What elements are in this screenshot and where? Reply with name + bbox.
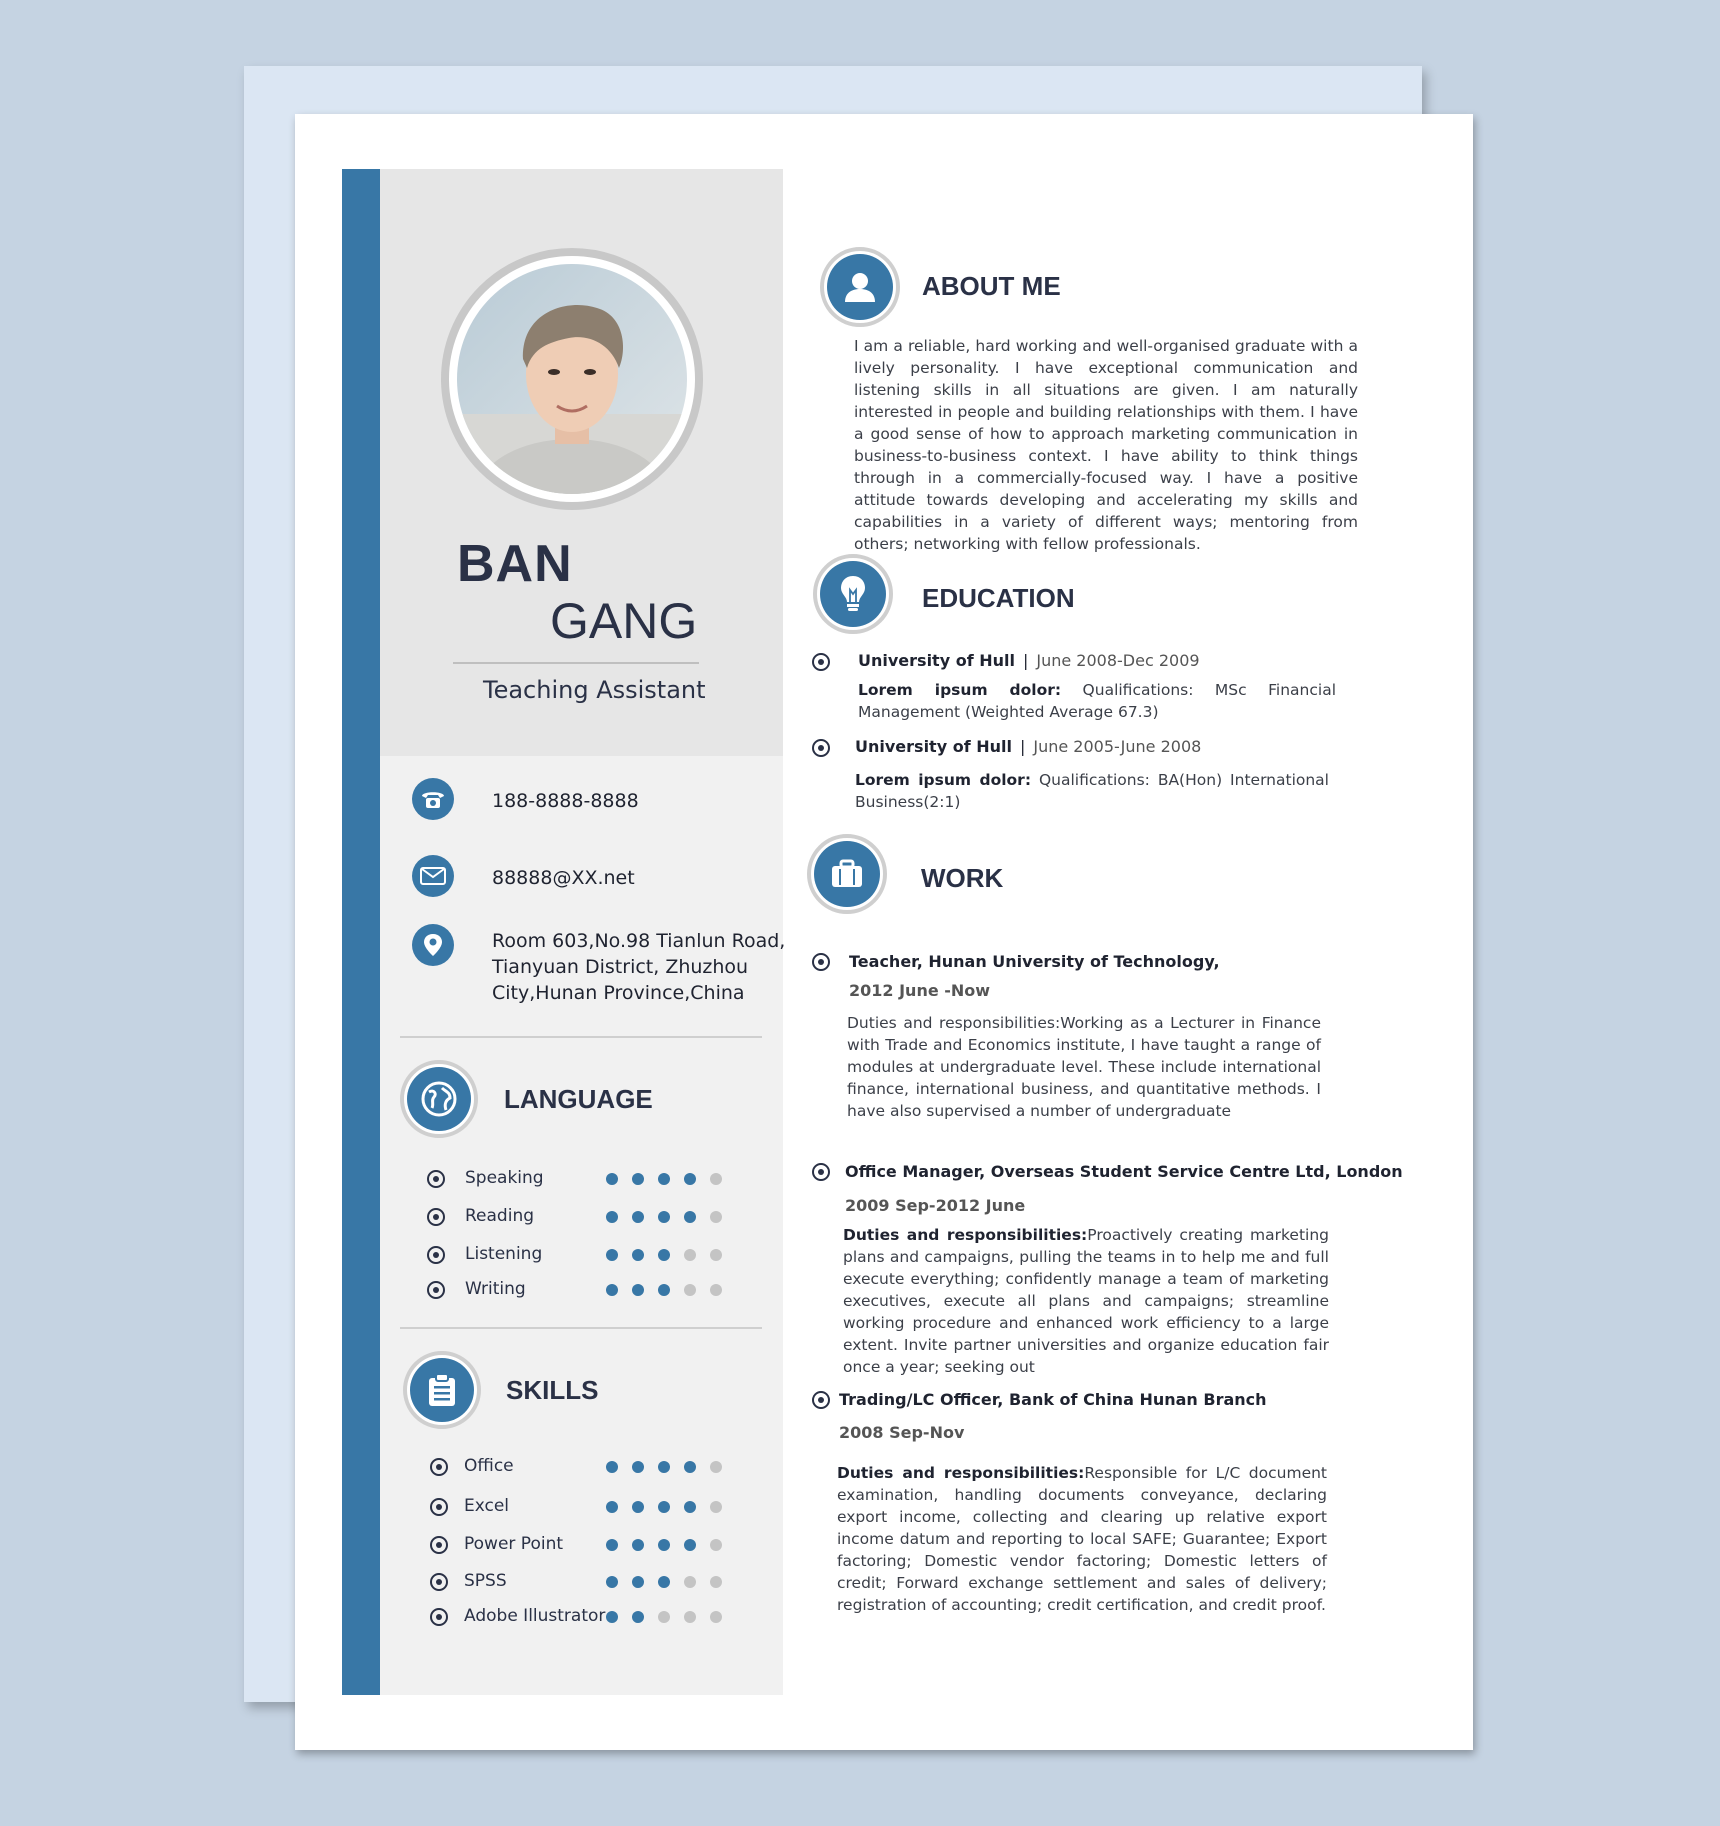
level-dots — [606, 1461, 722, 1473]
envelope-icon — [412, 855, 454, 897]
level-dots — [606, 1284, 722, 1296]
avatar — [441, 248, 703, 510]
bullet-icon — [430, 1608, 448, 1626]
level-dot-filled — [684, 1539, 696, 1551]
level-dot-filled — [632, 1173, 644, 1185]
email-address: 88888@XX.net — [492, 867, 635, 889]
skill-label: Listening — [465, 1244, 543, 1264]
clipboard-icon — [410, 1358, 474, 1422]
level-dot-filled — [606, 1284, 618, 1296]
address — [492, 928, 785, 1006]
last-name: GANG — [550, 593, 698, 649]
level-dots — [606, 1211, 722, 1223]
profile-photo — [457, 264, 687, 494]
skill-label: Reading — [465, 1206, 535, 1226]
level-dot-empty — [684, 1249, 696, 1261]
school-name: University of Hull — [855, 737, 1012, 756]
job-date: 2009 Sep-2012 June — [845, 1196, 1026, 1215]
address-line-2: Tianyuan District, Zhuzhou — [492, 956, 749, 978]
bullet-icon — [430, 1573, 448, 1591]
level-dot-filled — [658, 1539, 670, 1551]
skill-label: Writing — [465, 1279, 526, 1299]
detail-text: Qualifications: BA(Hon) International Business(2:1) — [855, 771, 1329, 811]
bullet-icon — [427, 1170, 445, 1188]
skills-title: SKILLS — [506, 1375, 599, 1405]
language-title: LANGUAGE — [504, 1084, 653, 1114]
skill-label: Power Point — [464, 1534, 564, 1554]
education-section-icon — [813, 554, 893, 634]
education-detail — [855, 769, 1329, 813]
skill-label: Excel — [464, 1496, 510, 1516]
detail-label: Lorem ipsum dolor: — [855, 771, 1032, 789]
first-name: BAN — [457, 535, 573, 593]
separator: | — [1019, 737, 1026, 756]
level-dot-filled — [606, 1539, 618, 1551]
bullet-icon — [430, 1458, 448, 1476]
job-date: 2008 Sep-Nov — [839, 1423, 965, 1442]
level-dot-empty — [710, 1284, 722, 1296]
lightbulb-icon — [820, 561, 886, 627]
bullet-icon — [812, 953, 830, 971]
bullet-icon — [427, 1208, 445, 1226]
duties-text: Duties and responsibilities:Working as a Lecturer in Finance with Trade and Economics institute, I have taught a range of modules at undergraduate level. These include international finance, international business, and quantitative methods. I have also supervised a number of undergraduate — [847, 1014, 1321, 1120]
level-dot-filled — [658, 1173, 670, 1185]
skill-label: SPSS — [464, 1571, 507, 1591]
job-position: Office Manager, Overseas Student Service Centre Ltd, London — [845, 1162, 1403, 1181]
level-dot-filled — [606, 1501, 618, 1513]
level-dot-filled — [632, 1539, 644, 1551]
level-dot-filled — [658, 1576, 670, 1588]
level-dot-empty — [710, 1461, 722, 1473]
level-dot-empty — [658, 1611, 670, 1623]
level-dot-filled — [632, 1576, 644, 1588]
level-dot-empty — [684, 1284, 696, 1296]
work-section-icon — [807, 834, 887, 914]
phone-number: 188-8888-8888 — [492, 790, 639, 812]
address-line-3: City,Hunan Province,China — [492, 982, 745, 1004]
job-date: 2012 June -Now — [849, 981, 991, 1000]
divider — [400, 1036, 762, 1038]
detail-text: Qualifications: MSc Financial Management (Weighted Average 67.3) — [858, 681, 1336, 721]
level-dot-empty — [710, 1173, 722, 1185]
job-description — [847, 1012, 1321, 1122]
person-icon — [827, 254, 893, 320]
level-dot-filled — [632, 1211, 644, 1223]
bullet-icon — [812, 1391, 830, 1409]
level-dot-empty — [710, 1249, 722, 1261]
level-dot-filled — [632, 1284, 644, 1296]
duties-text: Responsible for L/C document examination, handling documents conveyance, declaring export income, collecting and clearing up relative export income datum and reporting to local SAFE; Guarantee; Export factoring; Domestic vendor factoring; Domestic letters of credit; Forward exchange settlement and sales of delivery; registration of accounting; credit certification, and credit proof. — [837, 1464, 1328, 1614]
duties-text: Proactively creating marketing plans and campaigns, pulling the teams in to help me and full execute everything; confidently manage a team of marketing executives, execute all plans and campaigns; streamline working procedure and enhanced work efficiency to a large extent. Invite partner universities and organize education fair once a year; seeking out — [843, 1226, 1329, 1376]
level-dot-filled — [606, 1611, 618, 1623]
education-date: June 2005-June 2008 — [1033, 737, 1202, 756]
education-date: June 2008-Dec 2009 — [1036, 651, 1200, 670]
level-dot-empty — [710, 1501, 722, 1513]
separator: | — [1022, 651, 1029, 670]
address-line-1: Room 603,No.98 Tianlun Road, — [492, 930, 786, 952]
bullet-icon — [430, 1498, 448, 1516]
level-dot-empty — [684, 1576, 696, 1588]
divider — [400, 1327, 762, 1329]
level-dot-filled — [632, 1611, 644, 1623]
education-header — [858, 651, 1200, 670]
job-position: Teacher, Hunan University of Technology, — [849, 952, 1220, 971]
level-dot-filled — [658, 1501, 670, 1513]
school-name: University of Hull — [858, 651, 1015, 670]
bullet-icon — [427, 1281, 445, 1299]
location-pin-icon — [412, 924, 454, 966]
level-dot-filled — [632, 1501, 644, 1513]
bullet-icon — [427, 1246, 445, 1264]
level-dot-filled — [684, 1461, 696, 1473]
sidebar-panel — [380, 756, 786, 1695]
level-dot-filled — [684, 1501, 696, 1513]
skill-label: Speaking — [465, 1168, 544, 1188]
bullet-icon — [812, 739, 830, 757]
bullet-icon — [430, 1536, 448, 1554]
level-dot-filled — [606, 1576, 618, 1588]
about-text: I am a reliable, hard working and well-organised graduate with a lively personality. I have exceptional communication and listening skills in all situations are given. I am naturally interested in people and building relationships with them. I have a good sense of how to approach marketing communication in business-to-business context. I have ability to think things through in a commercially-focused way. I have a positive attitude towards developing and accelerating my skills and capabilities in a variety of different ways; mentoring from others; networking with fellow professionals. — [854, 337, 1358, 553]
resume-sheet — [295, 114, 1473, 1750]
level-dots — [606, 1576, 722, 1588]
level-dot-filled — [606, 1211, 618, 1223]
phone-icon — [412, 778, 454, 820]
skill-label: Adobe Illustrator — [464, 1606, 606, 1626]
about-title: ABOUT ME — [922, 271, 1061, 301]
level-dot-filled — [606, 1249, 618, 1261]
level-dot-filled — [632, 1249, 644, 1261]
education-header — [855, 737, 1201, 756]
job-description — [837, 1462, 1327, 1616]
education-detail — [858, 679, 1336, 723]
accent-bar — [342, 169, 380, 1695]
skill-label: Office — [464, 1456, 514, 1476]
level-dots — [606, 1249, 722, 1261]
bullet-icon — [812, 1163, 830, 1181]
level-dot-filled — [658, 1249, 670, 1261]
name-divider — [453, 662, 699, 664]
level-dots — [606, 1173, 722, 1185]
job-title: Teaching Assistant — [483, 676, 706, 704]
job-position: Trading/LC Officer, Bank of China Hunan Branch — [839, 1390, 1267, 1409]
level-dots — [606, 1539, 722, 1551]
level-dots — [606, 1611, 722, 1623]
briefcase-icon — [814, 841, 880, 907]
skills-section-icon — [403, 1351, 481, 1429]
work-title: WORK — [921, 863, 1004, 893]
language-section-icon — [400, 1060, 478, 1138]
level-dot-empty — [684, 1611, 696, 1623]
about-section-icon — [820, 247, 900, 327]
level-dot-filled — [658, 1284, 670, 1296]
globe-icon — [407, 1067, 471, 1131]
level-dot-filled — [632, 1461, 644, 1473]
bullet-icon — [812, 653, 830, 671]
level-dot-filled — [606, 1173, 618, 1185]
job-description — [843, 1224, 1329, 1378]
level-dot-empty — [710, 1539, 722, 1551]
education-title: EDUCATION — [922, 583, 1075, 613]
duties-label: Duties and responsibilities: — [837, 1464, 1085, 1482]
level-dot-empty — [710, 1576, 722, 1588]
detail-label: Lorem ipsum dolor: — [858, 681, 1062, 699]
level-dot-filled — [684, 1211, 696, 1223]
level-dot-filled — [658, 1211, 670, 1223]
level-dot-empty — [710, 1211, 722, 1223]
level-dots — [606, 1501, 722, 1513]
level-dot-empty — [710, 1611, 722, 1623]
level-dot-filled — [684, 1173, 696, 1185]
level-dot-filled — [606, 1461, 618, 1473]
duties-label: Duties and responsibilities: — [843, 1226, 1088, 1244]
level-dot-filled — [658, 1461, 670, 1473]
